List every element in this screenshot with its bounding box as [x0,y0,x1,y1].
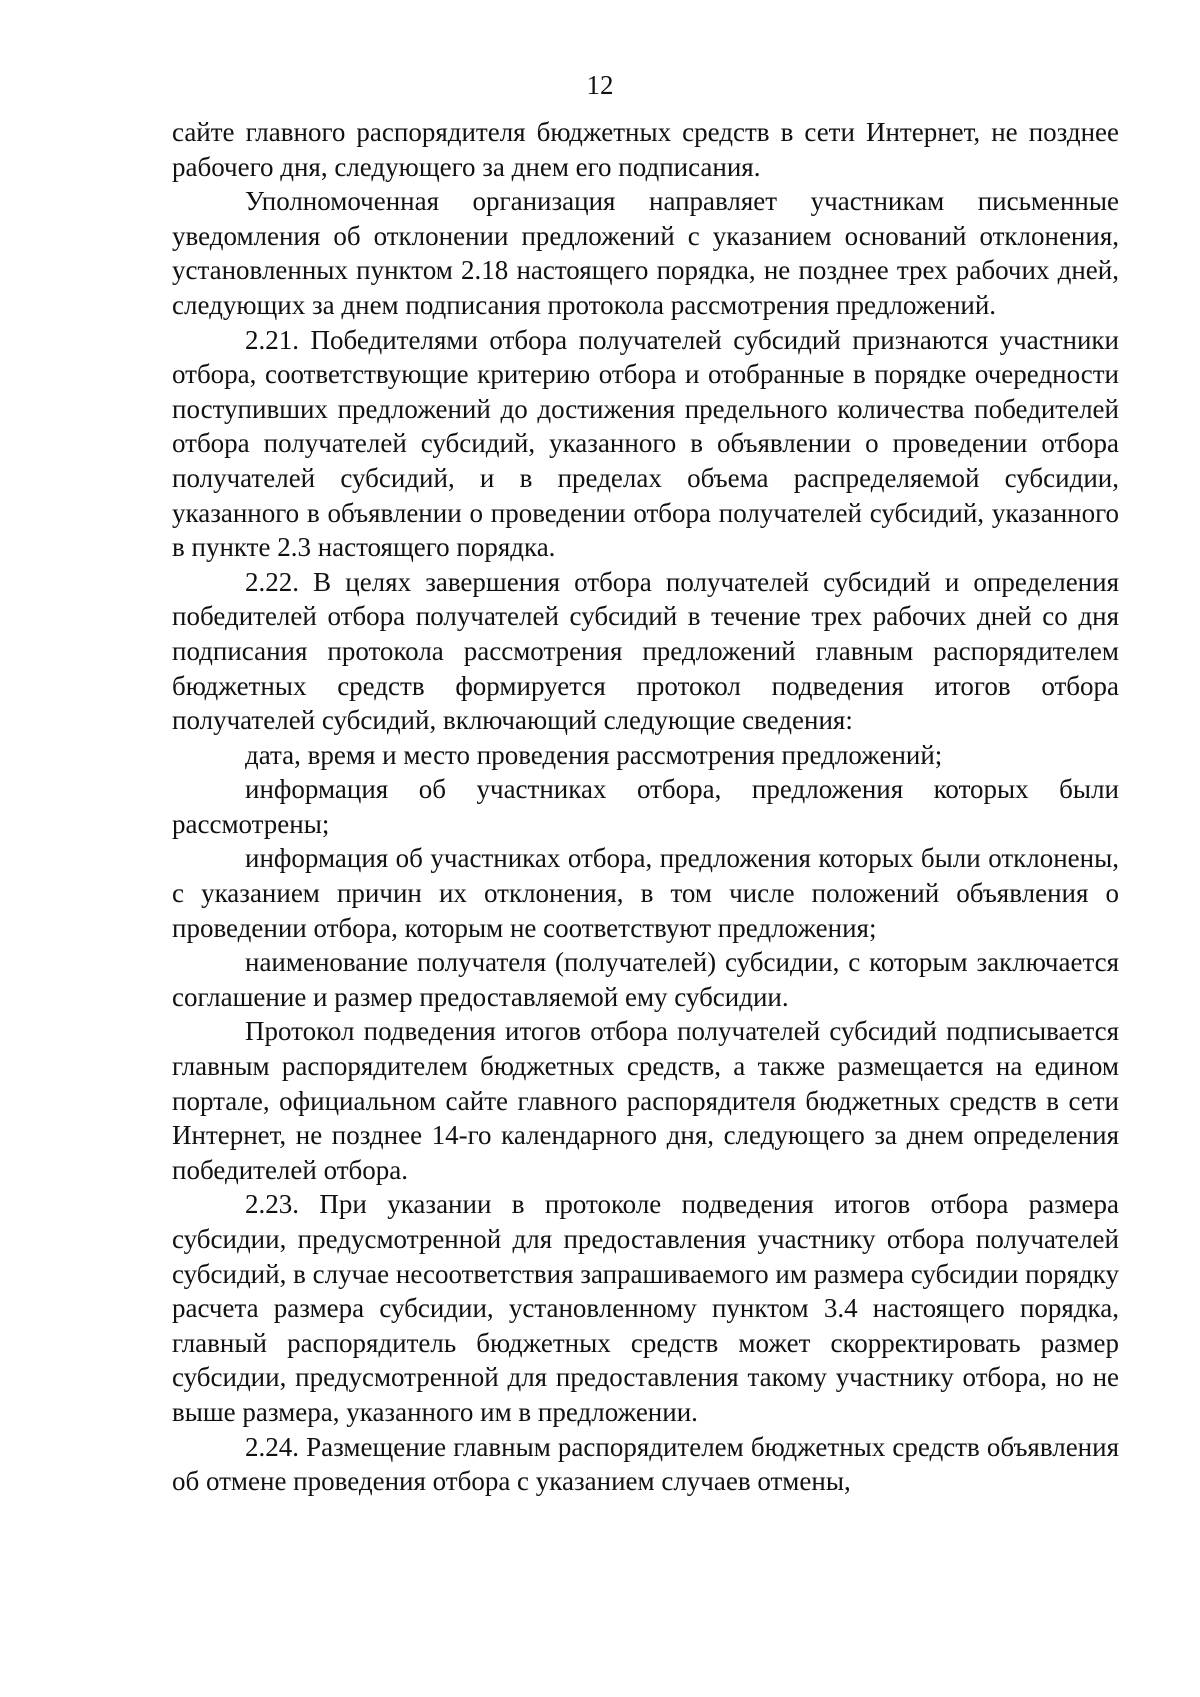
paragraph-2-24: 2.24. Размещение главным распорядителем бюджетных средств объявления об отмене проведения отбора с указанием случаев отмены, [172,1431,1119,1497]
paragraph-2-22: 2.22. В целях завершения отбора получателей субсидий и определения победителей отбора получателей субсидий в течение трех рабочих дней со дня подписания протокола рассмотрения предложений главным распорядителем бюджетных средств формируется протокол подведения итогов отбора получателей субсидий, включающий следующие сведения: [172,566,1119,736]
list-item-date-time-place: дата, время и место проведения рассмотрения предложений; [245,739,943,770]
paragraph-continuation: сайте главного распорядителя бюджетных средств в сети Интернет, не позднее рабочего дня, следующего за днем его подписания. [172,117,1119,182]
paragraph-notification: Уполномоченная организация направляет участникам письменные уведомления об отклонении предложений с указанием оснований отклонения, установленных пунктом 2.18 настоящего порядка, не позднее трех рабочих дней, следующих за днем подписания протокола рассмотрения предложений. [172,186,1119,320]
page-number: 12 [586,70,614,100]
document-body [172,115,1119,1499]
paragraph-2-23: 2.23. При указании в протоколе подведения итогов отбора размера субсидии, предусмотренной для предоставления участнику отбора получателей субсидий, в случае несоответствия запрашиваемого им размера субсидии порядку расчета размера субсидии, установленному пунктом 3.4 настоящего порядка, главный распорядитель бюджетных средств может скорректировать размер субсидии, предусмотренной для предоставления такому участнику отбора, но не выше размера, указанного им в предложении. [172,1189,1119,1427]
paragraph-2-21: 2.21. Победителями отбора получателей субсидий признаются участники отбора, соответствующие критерию отбора и отобранные в порядке очередности поступивших предложений до достижения предельного количества победителей отбора получателей субсидий, указанного в объявлении о проведении отбора получателей субсидий, и в пределах объема распределяемой субсидии, указанного в объявлении о проведении отбора получателей субсидий, указанного в пункте 2.3 настоящего порядка. [172,324,1119,563]
list-item-recipient-name: наименование получателя (получателей) субсидии, с которым заключается соглашение и размер предоставляемой ему субсидии. [172,947,1119,1012]
paragraph-protocol-signing: Протокол подведения итогов отбора получателей субсидий подписывается главным распорядителем бюджетных средств, а также размещается на едином портале, официальном сайте главного распорядителя бюджетных средств в сети Интернет, не позднее 14-го календарного дня, следующего за днем определения победителей отбора. [172,1016,1119,1185]
list-item-rejected-participants: информация об участниках отбора, предложения которых были отклонены, с указанием причин их отклонения, в том числе положений объявления о проведении отбора, которым не соответствуют предложения; [172,843,1119,943]
list-item-reviewed-participants: информация об участниках отбора, предложения которых были рассмотрены; [172,774,1119,839]
